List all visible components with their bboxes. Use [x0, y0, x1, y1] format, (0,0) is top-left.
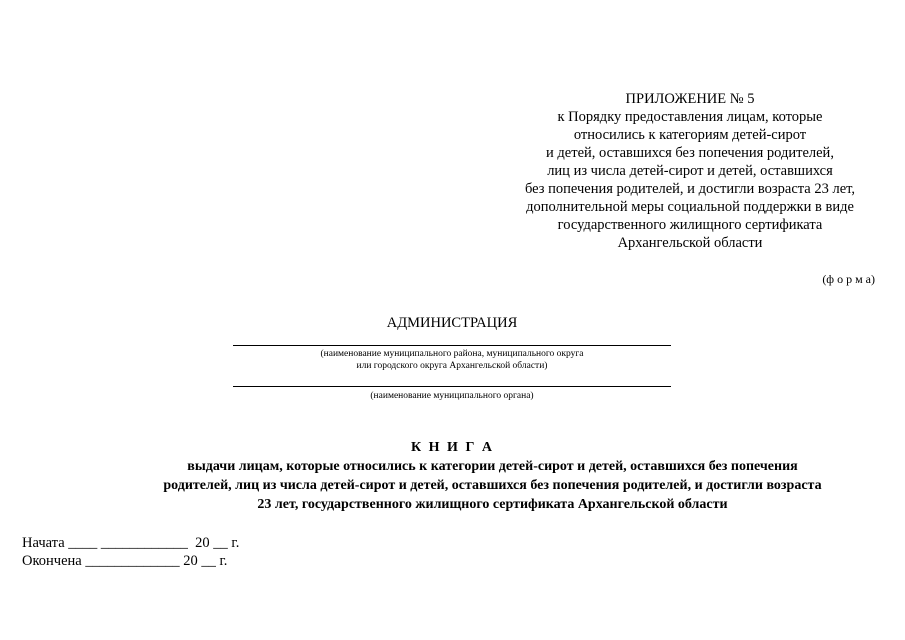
appendix-line: к Порядку предоставления лицам, которые [557, 109, 823, 125]
appendix-line: и детей, оставшихся без попечения родителей, [546, 145, 834, 161]
caption-line: или городского округа Архангельской области) [356, 361, 548, 371]
municipality-name-caption [213, 348, 691, 372]
appendix-line: Архангельской области [617, 235, 763, 251]
appendix-block [470, 90, 905, 252]
dates-block [22, 534, 239, 570]
municipal-body-caption [213, 390, 691, 402]
book-title: К Н И Г А [411, 440, 494, 455]
administration-title: АДМИНИСТРАЦИЯ [386, 315, 518, 331]
appendix-line: относились к категориям детей-сирот [573, 127, 807, 143]
book-description-line: 23 лет, государственного жилищного сертификата Архангельской области [257, 497, 728, 512]
finished-date: Окончена _____________ 20 __ г. [22, 553, 228, 569]
started-date: Начата ____ ____________ 20 __ г. [22, 535, 240, 551]
book-description-line: выдачи лицам, которые относились к категории детей-сирот и детей, оставшихся без попечения [187, 459, 798, 474]
form-label: (ф о р м а) [822, 272, 875, 286]
book-description [40, 457, 905, 514]
caption-line: (наименование муниципального органа) [370, 391, 534, 401]
caption-line: (наименование муниципального района, муниципального округа [320, 349, 584, 359]
appendix-heading: ПРИЛОЖЕНИЕ № 5 [625, 91, 755, 107]
book-description-line: родителей, лиц из числа детей-сирот и детей, оставшихся без попечения родителей, и достигли возраста [163, 478, 822, 493]
appendix-line: без попечения родителей, и достигли возраста 23 лет, [524, 181, 856, 197]
appendix-line: лиц из числа детей-сирот и детей, оставшихся [547, 163, 833, 179]
appendix-line: дополнительной меры социальной поддержки в виде [526, 199, 854, 215]
municipal-body-line [233, 386, 671, 387]
appendix-line: государственного жилищного сертификата [557, 217, 823, 233]
municipality-name-line [233, 345, 671, 346]
